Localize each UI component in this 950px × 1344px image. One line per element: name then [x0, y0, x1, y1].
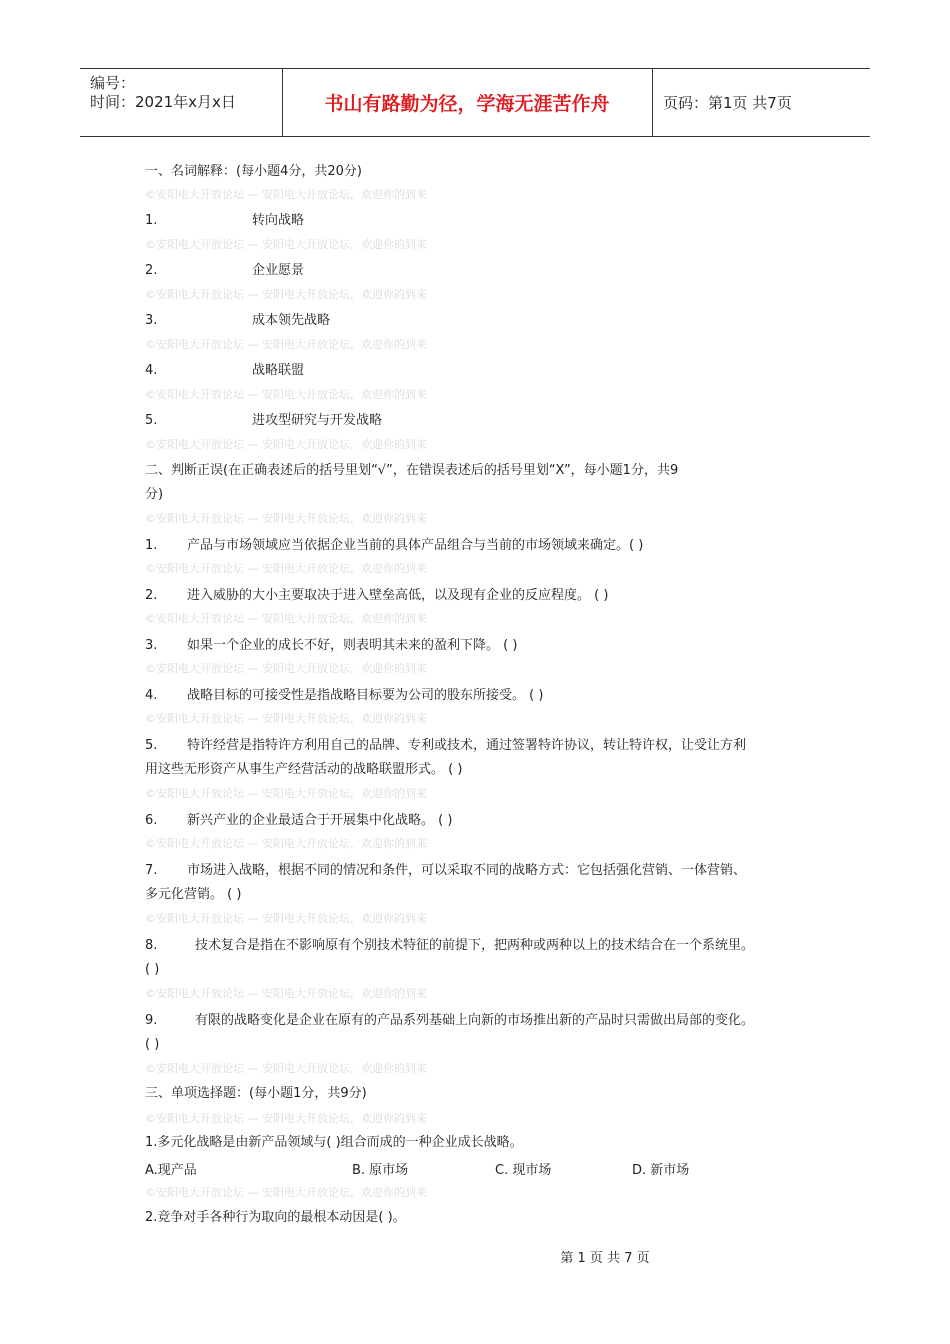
judgement-number: 5. [145, 738, 158, 753]
option-a: A.现产品 [145, 1163, 197, 1178]
judgement-number: 1. [145, 538, 158, 553]
watermark-text: ©安阳电大开放论坛 — 安阳电大开放论坛，欢迎你的到来 [145, 662, 427, 675]
header-motto: 书山有路勤为径，学海无涯苦作舟 [282, 69, 653, 136]
page-footer: 第 1 页 共 7 页 [560, 1251, 650, 1266]
term-number: 2. [145, 263, 158, 278]
judgement-item [145, 812, 452, 830]
judgement-text: 新兴产业的企业最适合于开展集中化战略。 ( ) [187, 813, 453, 828]
judgement-number: 6. [145, 813, 158, 828]
page-header [80, 68, 870, 137]
section2-title-line1: 二、判断正误(在正确表述后的括号里划“√”，在错误表述后的括号里划“X”，每小题1分，共9 [145, 463, 679, 478]
watermark-text: ©安阳电大开放论坛 — 安阳电大开放论坛，欢迎你的到来 [145, 388, 427, 401]
watermark-text: ©安阳电大开放论坛 — 安阳电大开放论坛，欢迎你的到来 [145, 1062, 427, 1075]
question-1: 1.多元化战略是由新产品领域与( )组合而成的一种企业成长战略。 [145, 1135, 523, 1150]
watermark-text: ©安阳电大开放论坛 — 安阳电大开放论坛，欢迎你的到来 [145, 512, 427, 525]
watermark-text: ©安阳电大开放论坛 — 安阳电大开放论坛，欢迎你的到来 [145, 837, 427, 850]
judgement-item [145, 637, 517, 655]
judgement-text-cont: ( ) [145, 1037, 160, 1052]
judgement-item [145, 937, 754, 955]
judgement-text: 进入威胁的大小主要取决于进入壁垒高低，以及现有企业的反应程度。 ( ) [187, 588, 609, 603]
option-c: C. 现市场 [495, 1163, 552, 1178]
term-number: 3. [145, 313, 158, 328]
term-item [145, 312, 330, 330]
judgement-text-cont: 用这些无形资产从事生产经营活动的战略联盟形式。 ( ) [145, 762, 463, 777]
watermark-text: ©安阳电大开放论坛 — 安阳电大开放论坛，欢迎你的到来 [145, 188, 427, 201]
time-label: 时间：2021年x月x日 [90, 93, 236, 111]
term-text: 成本领先战略 [252, 313, 331, 328]
term-item [145, 412, 382, 430]
header-page-label: 页码：第1页 共7页 [663, 94, 792, 112]
judgement-number: 7. [145, 863, 158, 878]
judgement-item [145, 1012, 754, 1030]
term-item [145, 362, 304, 380]
judgement-number: 9. [145, 1013, 158, 1028]
watermark-text: ©安阳电大开放论坛 — 安阳电大开放论坛，欢迎你的到来 [145, 238, 427, 251]
section2-title-line2: 分) [145, 487, 164, 502]
term-text: 转向战略 [252, 213, 305, 228]
watermark-text: ©安阳电大开放论坛 — 安阳电大开放论坛，欢迎你的到来 [145, 288, 427, 301]
term-item [145, 262, 304, 280]
watermark-text: ©安阳电大开放论坛 — 安阳电大开放论坛，欢迎你的到来 [145, 1186, 427, 1199]
code-label: 编号： [90, 74, 136, 92]
judgement-number: 4. [145, 688, 158, 703]
term-number: 4. [145, 363, 158, 378]
term-text: 进攻型研究与开发战略 [252, 413, 383, 428]
judgement-number: 2. [145, 588, 158, 603]
judgement-text: 技术复合是指在不影响原有个别技术特征的前提下，把两种或两种以上的技术结合在一个系统里。 [195, 938, 755, 953]
term-text: 战略联盟 [252, 363, 305, 378]
judgement-text: 产品与市场领域应当依据企业当前的具体产品组合与当前的市场领域来确定。( ) [187, 538, 644, 553]
judgement-number: 3. [145, 638, 158, 653]
term-number: 5. [145, 413, 158, 428]
judgement-item [145, 862, 746, 880]
section1-title: 一、名词解释：(每小题4分，共20分) [145, 164, 362, 179]
judgement-text: 战略目标的可接受性是指战略目标要为公司的股东所接受。 ( ) [187, 688, 544, 703]
judgement-item [145, 737, 746, 755]
judgement-text: 特许经营是指特许方利用自己的品牌、专利或技术，通过签署特许协议，转让特许权，让受让方利 [187, 738, 747, 753]
watermark-text: ©安阳电大开放论坛 — 安阳电大开放论坛，欢迎你的到来 [145, 987, 427, 1000]
question-2: 2.竞争对手各种行为取向的最根本动因是( )。 [145, 1210, 406, 1225]
watermark-text: ©安阳电大开放论坛 — 安阳电大开放论坛，欢迎你的到来 [145, 612, 427, 625]
watermark-text: ©安阳电大开放论坛 — 安阳电大开放论坛，欢迎你的到来 [145, 787, 427, 800]
term-number: 1. [145, 213, 158, 228]
judgement-text-cont: ( ) [145, 962, 160, 977]
watermark-text: ©安阳电大开放论坛 — 安阳电大开放论坛，欢迎你的到来 [145, 912, 427, 925]
judgement-text: 有限的战略变化是企业在原有的产品系列基础上向新的市场推出新的产品时只需做出局部的变化。 [195, 1013, 755, 1028]
header-meta-cell [80, 69, 283, 136]
judgement-text: 如果一个企业的成长不好，则表明其未来的盈利下降。 ( ) [187, 638, 518, 653]
watermark-text: ©安阳电大开放论坛 — 安阳电大开放论坛，欢迎你的到来 [145, 338, 427, 351]
judgement-text: 市场进入战略，根据不同的情况和条件，可以采取不同的战略方式：它包括强化营销、一体营销、 [187, 863, 747, 878]
watermark-text: ©安阳电大开放论坛 — 安阳电大开放论坛，欢迎你的到来 [145, 1112, 427, 1125]
judgement-item [145, 537, 643, 555]
watermark-text: ©安阳电大开放论坛 — 安阳电大开放论坛，欢迎你的到来 [145, 438, 427, 451]
judgement-number: 8. [145, 938, 158, 953]
judgement-item [145, 687, 543, 705]
section3-title: 三、单项选择题：(每小题1分，共9分) [145, 1086, 367, 1101]
option-d: D. 新市场 [632, 1163, 690, 1178]
watermark-text: ©安阳电大开放论坛 — 安阳电大开放论坛，欢迎你的到来 [145, 712, 427, 725]
option-b: B. 原市场 [352, 1163, 409, 1178]
term-item [145, 212, 304, 230]
judgement-item [145, 587, 608, 605]
watermark-text: ©安阳电大开放论坛 — 安阳电大开放论坛，欢迎你的到来 [145, 562, 427, 575]
judgement-text-cont: 多元化营销。 ( ) [145, 887, 242, 902]
term-text: 企业愿景 [252, 263, 305, 278]
